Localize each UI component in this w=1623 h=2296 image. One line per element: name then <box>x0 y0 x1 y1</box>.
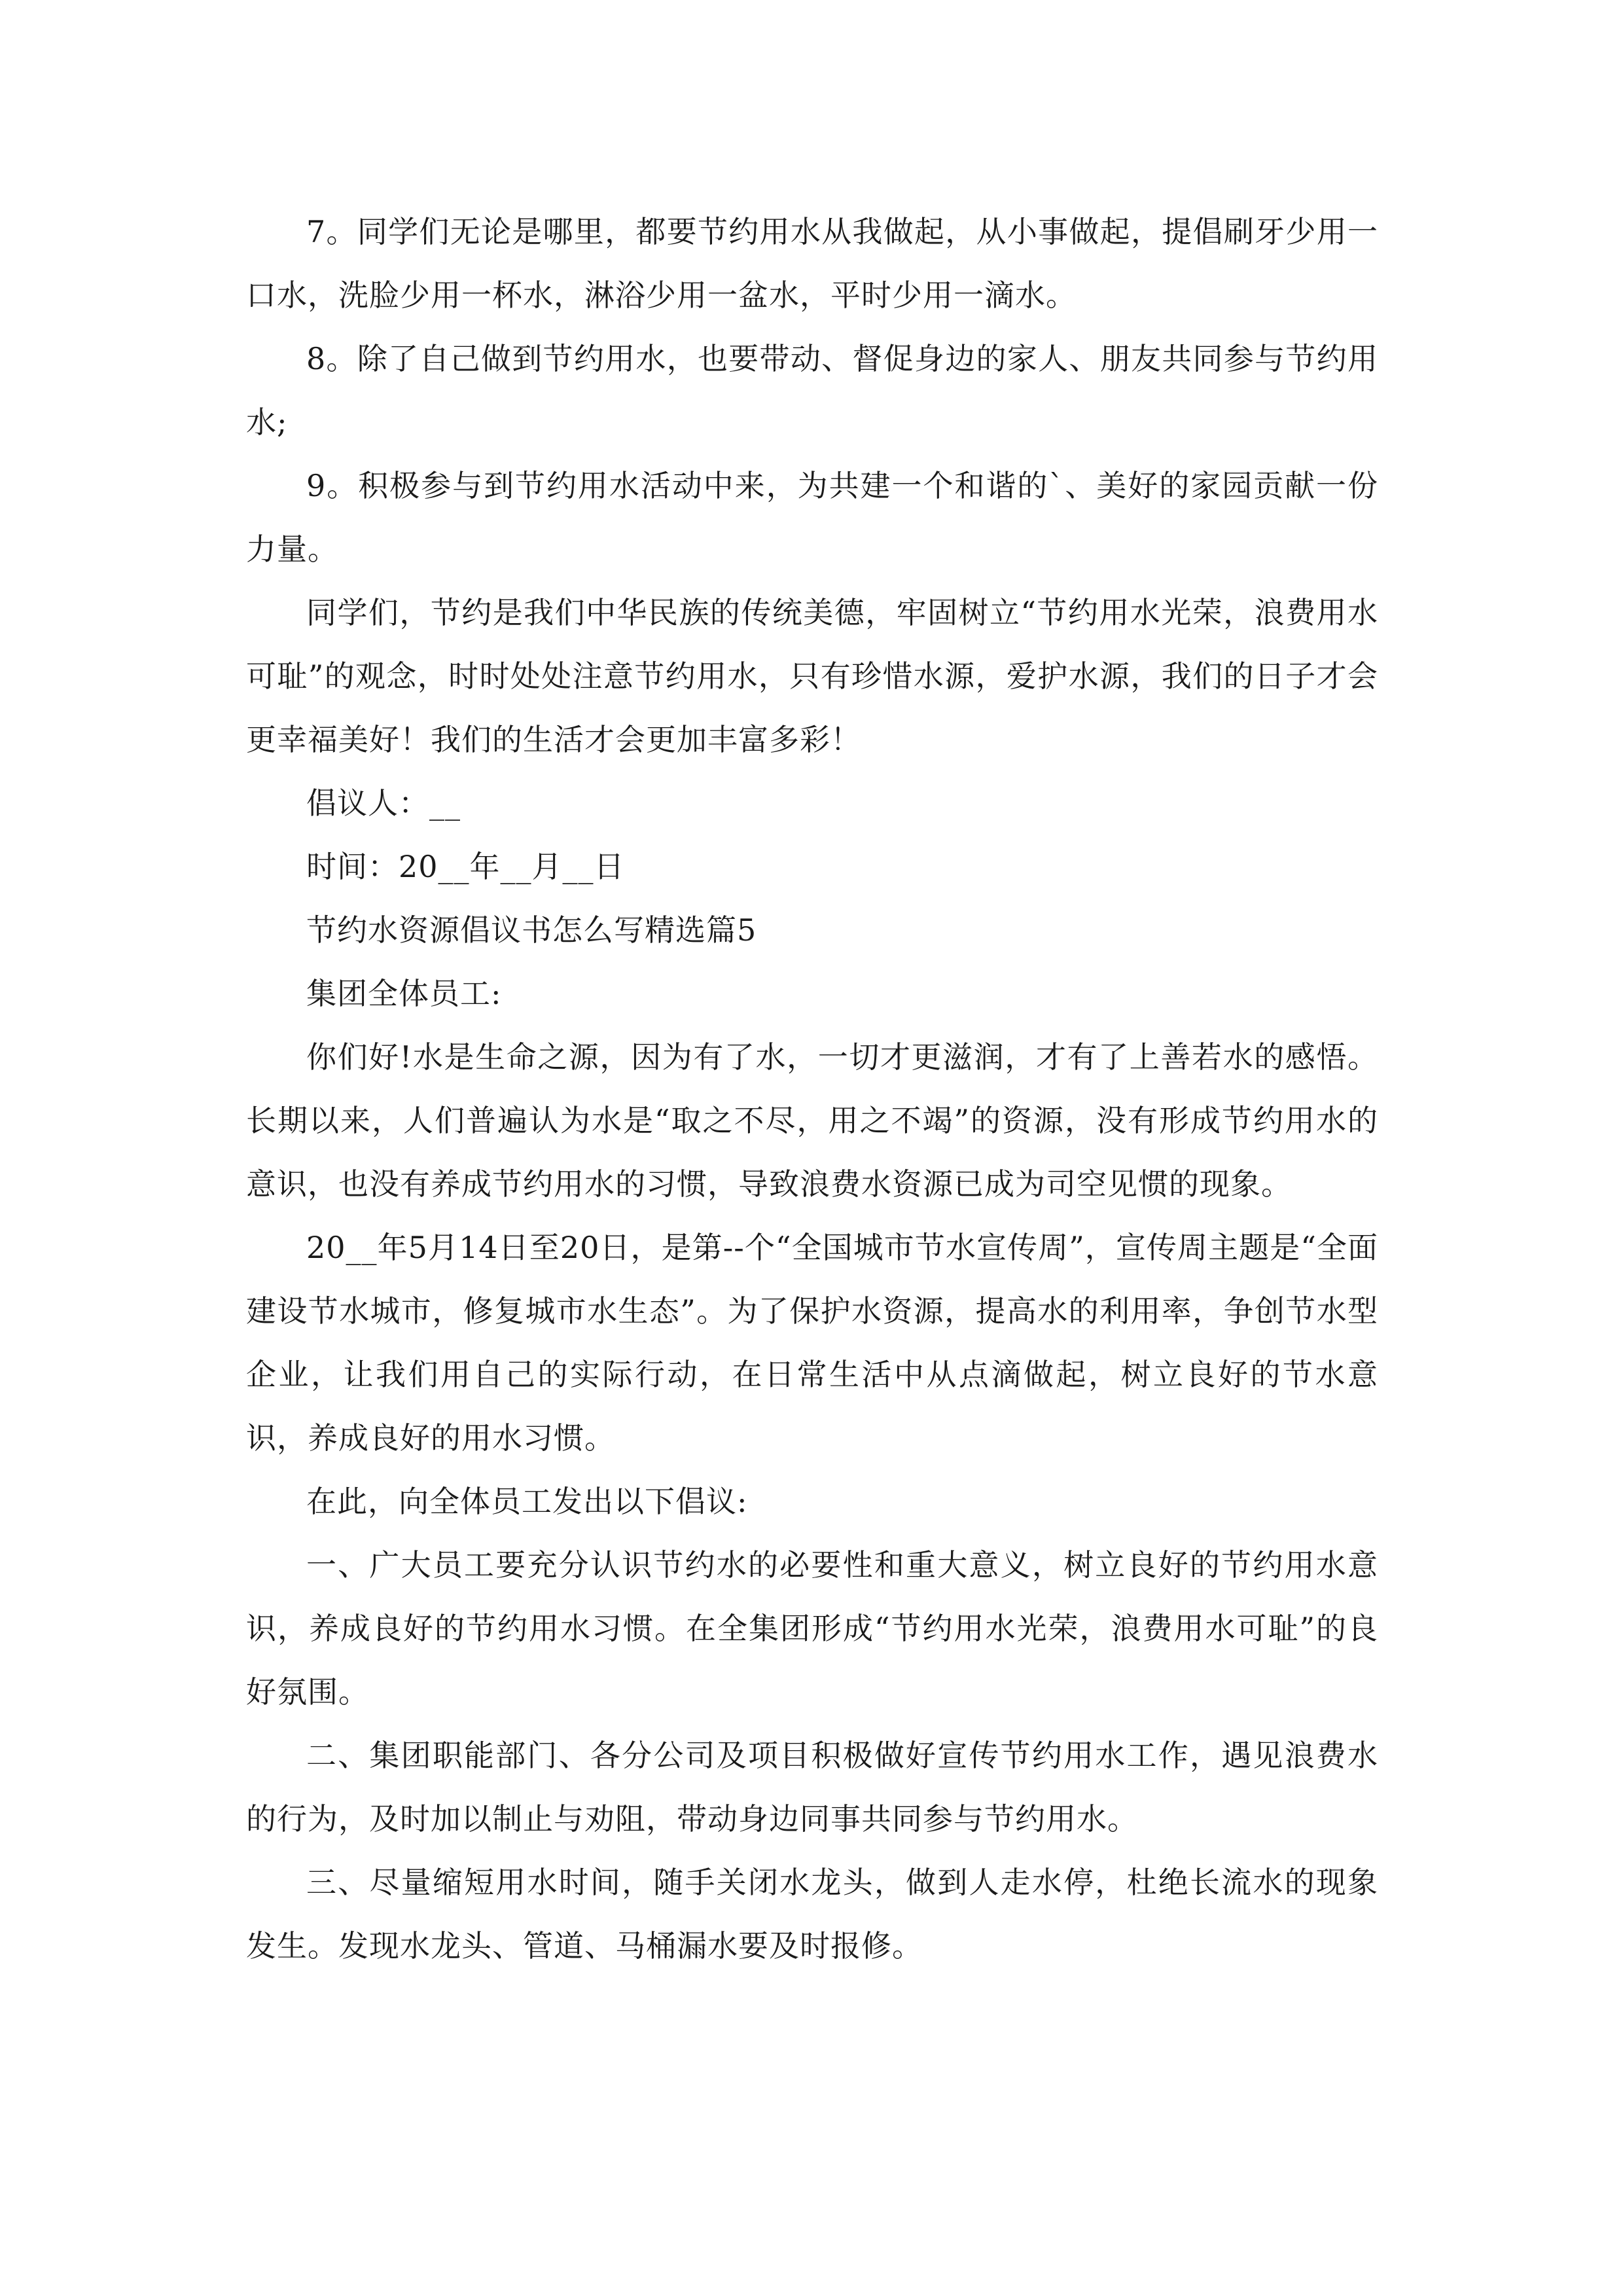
proposal-item-2: 二、集团职能部门、各分公司及项目积极做好宣传节约用水工作，遇见浪费水的行为，及时加以制止与劝阻，带动身边同事共同参与节约用水。 <box>246 1738 1378 1837</box>
paragraph-item-7: 7。同学们无论是哪里，都要节约用水从我做起，从小事做起，提倡刷牙少用一口水，洗脸少用一杯水，淋浴少用一盆水，平时少用一滴水。 <box>246 214 1378 313</box>
document-body <box>246 200 1378 1978</box>
section-title: 节约水资源倡议书怎么写精选篇5 <box>306 912 757 948</box>
proposal-item-1: 一、广大员工要充分认识节约水的必要性和重大意义，树立良好的节约用水意识，养成良好的节约用水习惯。在全集团形成“节约用水光荣，浪费用水可耻”的良好氛围。 <box>246 1547 1378 1710</box>
proposal-item-3: 三、尽量缩短用水时间，随手关闭水龙头，做到人走水停，杜绝长流水的现象发生。发现水龙头、管道、马桶漏水要及时报修。 <box>246 1865 1378 1964</box>
date-line: 时间：20__年__月__日 <box>306 849 625 884</box>
paragraph-item-8: 8。除了自己做到节约用水，也要带动、督促身边的家人、朋友共同参与节约用水; <box>246 341 1378 440</box>
paragraph-closing: 同学们，节约是我们中华民族的传统美德，牢固树立“节约用水光荣，浪费用水可耻”的观念，时时处处注意节约用水，只有珍惜水源，爱护水源，我们的日子才会更幸福美好！我们的生活才会更加丰富多彩！ <box>246 595 1378 757</box>
paragraph-event: 20__年5月14日至20日，是第--个“全国城市节水宣传周”，宣传周主题是“全面建设节水城市，修复城市水生态”。为了保护水资源，提高水的利用率，争创节水型企业，让我们用自己的实际行动，在日常生活中从点滴做起，树立良好的节水意识，养成良好的用水习惯。 <box>246 1230 1378 1456</box>
salutation: 集团全体员工: <box>306 976 502 1011</box>
paragraph-item-9: 9。积极参与到节约用水活动中来，为共建一个和谐的`、美好的家园贡献一份力量。 <box>246 468 1378 567</box>
paragraph-intro: 你们好!水是生命之源，因为有了水，一切才更滋润，才有了上善若水的感悟。长期以来，人们普遍认为水是“取之不尽，用之不竭”的资源，没有形成节约用水的意识，也没有养成节约用水的习惯，导致浪费水资源已成为司空见惯的现象。 <box>246 1039 1378 1202</box>
proposer-line: 倡议人：__ <box>306 785 461 821</box>
paragraph-lead: 在此，向全体员工发出以下倡议: <box>306 1484 748 1519</box>
